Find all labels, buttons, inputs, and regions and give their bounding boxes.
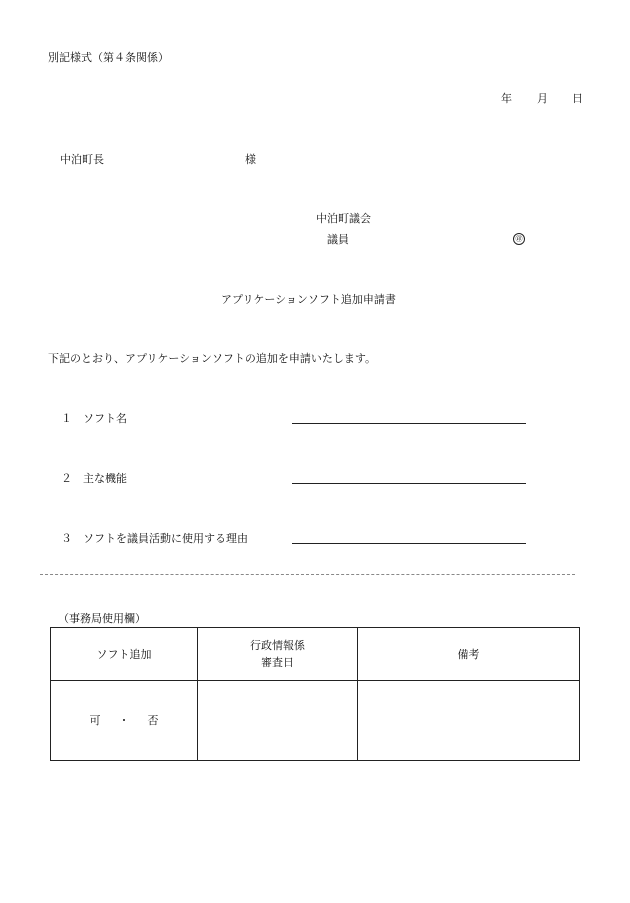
header-admin-info-review-date <box>198 628 358 681</box>
applicant-role: 議員 <box>327 233 349 246</box>
item-2-entry-line[interactable] <box>292 483 526 484</box>
item-3-entry-line[interactable] <box>292 543 526 544</box>
document-title: アプリケーションソフト追加申請書 <box>221 293 396 306</box>
option-separator: ・ <box>118 714 130 727</box>
office-use-caption: （事務局使用欄） <box>58 612 146 625</box>
date-month: 月 <box>537 92 548 105</box>
cell-review-date[interactable] <box>198 681 358 761</box>
item-3-label: ソフトを議員活動に使用する理由 <box>83 532 248 545</box>
item-1-entry-line[interactable] <box>292 423 526 424</box>
addressee-title: 中泊町長 <box>60 153 104 166</box>
item-1-label: ソフト名 <box>83 412 127 425</box>
cut-line-divider <box>40 574 575 575</box>
applicant-org: 中泊町議会 <box>316 212 371 225</box>
header-remarks: 備考 <box>358 628 580 681</box>
date-day: 日 <box>572 92 583 105</box>
item-3-number: ３ <box>61 532 72 545</box>
cell-approval[interactable] <box>51 681 198 761</box>
approve-option[interactable]: 可 <box>89 714 101 727</box>
addressee-honorific: 様 <box>245 153 256 166</box>
form-reference: 別記様式（第４条関係） <box>48 51 169 64</box>
reject-option[interactable]: 否 <box>147 714 159 727</box>
item-2-label: 主な機能 <box>83 472 127 485</box>
header-review-date: 審査日 <box>261 656 294 669</box>
seal-mark: ㊞ <box>513 231 525 245</box>
office-use-table <box>50 627 580 761</box>
item-1-number: １ <box>61 412 72 425</box>
header-admin-info-section: 行政情報係 <box>250 639 305 652</box>
header-software-addition: ソフト追加 <box>51 628 198 681</box>
cell-remarks[interactable] <box>358 681 580 761</box>
date-year: 年 <box>501 92 512 105</box>
intro-text: 下記のとおり、アプリケーションソフトの追加を申請いたします。 <box>48 352 377 365</box>
item-2-number: ２ <box>61 472 72 485</box>
